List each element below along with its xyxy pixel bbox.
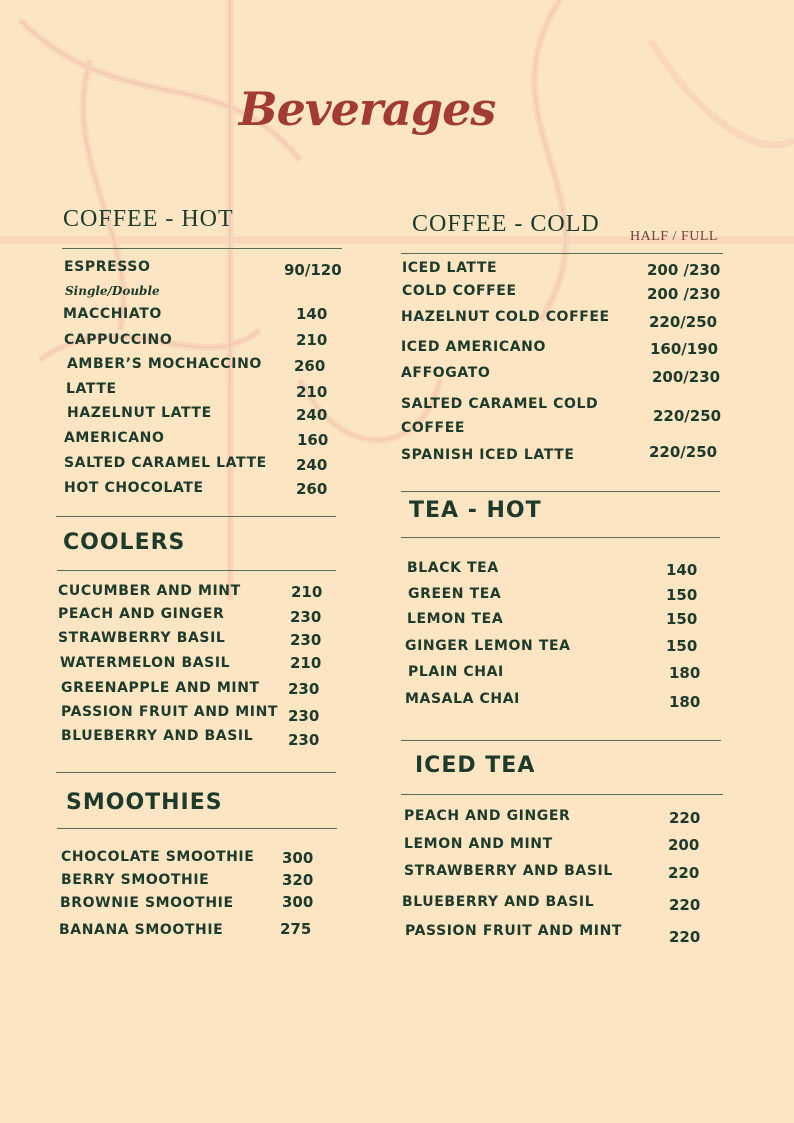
divider [56,772,336,773]
menu-item-name: PLAIN CHAI [408,664,504,680]
menu-item-price: 275 [280,920,312,938]
menu-item-price: 230 [288,731,320,749]
menu-item-name: WATERMELON BASIL [60,655,231,671]
menu-item-name: STRAWBERRY BASIL [58,630,226,646]
divider [401,740,721,741]
menu-item-name: HOT CHOCOLATE [64,480,204,496]
menu-item-price: 200 /230 [647,261,721,279]
section-heading-coolers: COOLERS [63,530,186,555]
menu-item-name: ESPRESSO [64,259,151,275]
menu-item-price: 210 [290,654,322,672]
menu-item-name: COLD COFFEE [402,283,517,299]
menu-item-name-continued: COFFEE [401,420,466,436]
menu-item-price: 200 [668,836,700,854]
menu-item-price: 140 [296,305,328,323]
menu-item-name: BROWNIE SMOOTHIE [60,895,234,911]
menu-item-price: 230 [288,680,320,698]
menu-item-name: ICED AMERICANO [401,339,546,355]
menu-item-price: 160/190 [650,340,719,358]
menu-item-price: 260 [296,480,328,498]
menu-item-name: SALTED CARAMEL LATTE [64,455,267,471]
menu-item-price: 90/120 [284,261,342,279]
menu-item-name: GREENAPPLE AND MINT [61,680,260,696]
menu-item-price: 200/230 [652,368,721,386]
menu-item-price: 300 [282,849,314,867]
section-heading-coffee-hot: COFFEE - HOT [63,206,234,232]
menu-item-name: PASSION FRUIT AND MINT [61,704,279,720]
divider [57,828,337,829]
menu-item-name: GREEN TEA [408,586,502,602]
divider [401,794,723,795]
menu-item-name: SALTED CARAMEL COLD [401,396,599,412]
menu-item-name: ICED LATTE [402,260,498,276]
menu-item-note: Single/Double [65,284,160,298]
menu-item-price: 210 [291,583,323,601]
menu-item-price: 140 [666,561,698,579]
divider [57,570,336,571]
menu-item-name: AMBER’S MOCHACCINO [67,356,262,372]
price-size-label: HALF / FULL [630,229,718,244]
section-heading-tea-hot: TEA - HOT [409,498,542,523]
page-title: Beverages [238,82,496,136]
menu-item-price: 300 [282,893,314,911]
menu-item-name: HAZELNUT LATTE [67,405,212,421]
menu-item-price: 220/250 [649,313,718,331]
menu-item-price: 150 [666,637,698,655]
menu-item-price: 240 [296,406,328,424]
divider [401,491,720,492]
menu-item-price: 220 [669,928,701,946]
menu-item-name: MACCHIATO [63,306,162,322]
section-heading-coffee-cold: COFFEE - COLD [412,211,600,237]
menu-item-price: 230 [290,631,322,649]
menu-item-name: LATTE [66,381,117,397]
menu-item-name: LEMON AND MINT [404,836,553,852]
menu-item-name: BLACK TEA [407,560,499,576]
section-heading-smoothies: SMOOTHIES [66,790,223,815]
menu-item-name: BLUEBERRY AND BASIL [402,894,595,910]
divider [401,537,720,538]
menu-item-price: 180 [669,664,701,682]
menu-item-name: LEMON TEA [407,611,504,627]
menu-item-price: 230 [288,707,320,725]
menu-item-name: MASALA CHAI [405,691,520,707]
menu-item-price: 240 [296,456,328,474]
menu-item-price: 220/250 [653,407,722,425]
menu-item-name: PEACH AND GINGER [404,808,571,824]
menu-item-price: 220 [668,864,700,882]
menu-item-name: BANANA SMOOTHIE [59,922,224,938]
menu-item-price: 220/250 [649,443,718,461]
menu-item-name: AMERICANO [64,430,165,446]
menu-item-name: CUCUMBER AND MINT [58,583,241,599]
menu-item-name: STRAWBERRY AND BASIL [404,863,613,879]
divider [62,248,342,249]
menu-item-price: 180 [669,693,701,711]
menu-item-price: 230 [290,608,322,626]
menu-item-price: 320 [282,871,314,889]
divider [401,253,723,254]
menu-item-name: PEACH AND GINGER [58,606,225,622]
menu-item-price: 150 [666,586,698,604]
menu-item-price: 150 [666,610,698,628]
menu-item-price: 200 /230 [647,285,721,303]
menu-item-name: CAPPUCCINO [64,332,173,348]
section-heading-iced-tea: ICED TEA [415,753,536,778]
menu-item-name: AFFOGATO [401,365,491,381]
menu-item-name: PASSION FRUIT AND MINT [405,923,623,939]
divider [56,516,336,517]
menu-item-price: 220 [669,809,701,827]
menu-item-price: 160 [297,431,329,449]
menu-item-name: GINGER LEMON TEA [405,638,571,654]
menu-item-name: BERRY SMOOTHIE [61,872,210,888]
menu-item-price: 210 [296,331,328,349]
menu-item-name: SPANISH ICED LATTE [401,447,575,463]
menu-item-price: 210 [296,383,328,401]
menu-item-name: BLUEBERRY AND BASIL [61,728,254,744]
menu-item-price: 220 [669,896,701,914]
menu-item-price: 260 [294,357,326,375]
menu-item-name: CHOCOLATE SMOOTHIE [61,849,255,865]
menu-item-name: HAZELNUT COLD COFFEE [401,309,610,325]
